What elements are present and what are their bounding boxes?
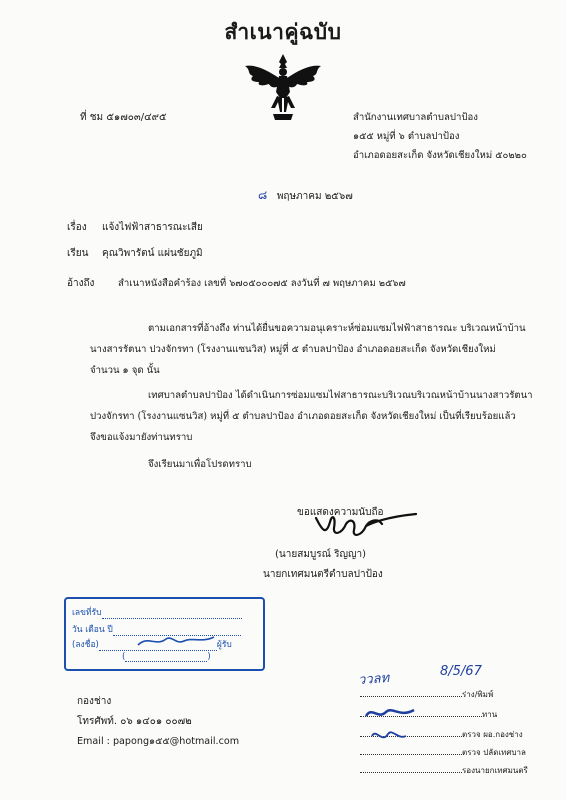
date-day: ๘	[258, 188, 268, 202]
stamp-signed-label: (ลงชื่อ)	[72, 640, 99, 650]
reference-label: อ้างถึง	[67, 278, 95, 289]
chain-clerk: ตรวจ ปลัดเทศบาล	[462, 748, 526, 757]
reference-value: สำเนาหนังสือคำร้อง เลขที่ ๖๗๐๕๐๐๐๗๕ ลงวันที่ ๗ พฤษภาคม ๒๕๖๗	[118, 278, 406, 289]
receive-stamp	[64, 597, 265, 671]
page-title: สำเนาคู่ฉบับ	[224, 20, 342, 44]
subject-label: เรื่อง	[67, 222, 87, 233]
chain-director: ตรวจ ผอ.กองช่าง	[462, 730, 523, 739]
recipient-value: คุณวิพารัตน์ แผ่นชัยภูมิ	[102, 248, 203, 259]
closing-regards: ขอแสดงความนับถือ	[297, 507, 384, 518]
office-name: สำนักงานเทศบาลตำบลปาป้อง	[353, 112, 478, 123]
body-para2-line3: จึงขอแจ้งมายังท่านทราบ	[90, 432, 193, 443]
signer-name: (นายสมบูรณ์ ริญญา)	[275, 549, 367, 560]
stamp-close-paren: )	[207, 652, 211, 662]
document-date	[258, 186, 353, 205]
footer-email: Email : papong๑๕๕@hotmail.com	[77, 736, 240, 747]
handwritten-date-prefix: ววลท	[357, 670, 390, 689]
stamp-receive-no-label: เลขที่รับ	[72, 608, 102, 618]
footer-department: กองช่าง	[77, 696, 112, 707]
approval-initials-icon	[362, 700, 422, 760]
stamp-date-label: วัน เดือน ปี	[72, 625, 113, 635]
chain-deputy-mayor: รองนายกเทศมนตรี	[462, 766, 528, 775]
body-para3: จึงเรียนมาเพื่อโปรดทราบ	[148, 459, 252, 470]
garuda-emblem-icon	[243, 52, 323, 122]
subject-value: แจ้งไฟฟ้าสาธารณะเสีย	[102, 222, 203, 233]
handwritten-date: 8/5/67	[440, 664, 482, 679]
office-district: อำเภอดอยสะเก็ด จังหวัดเชียงใหม่ ๕๐๒๒๐	[353, 150, 527, 161]
footer-phone: โทรศัพท์. ๐๖ ๑๔๐๑ ๐๐๗๒	[77, 716, 192, 727]
chain-draft: ร่าง/พิมพ์	[462, 690, 494, 699]
chain-review: ทาน	[482, 710, 498, 719]
body-para1-line2: นางสารรัตนา ปวงจักรทา (โรงงานแซนวิส) หมู่ที่ ๕ ตำบลปาป้อง อำเภอดอยสะเก็ด จังหวัดเชียงใหม่	[90, 344, 496, 355]
document-number: ที่ ชม ๕๑๗๐๓/๔๙๕	[80, 112, 167, 123]
signature-icon	[312, 510, 422, 542]
recipient-label: เรียน	[67, 248, 89, 259]
stamp-signature-icon	[136, 631, 216, 651]
office-address: ๑๕๕ หมู่ที่ ๖ ตำบลปาป้อง	[353, 131, 460, 142]
signer-position: นายกเทศมนตรีตำบลปาป้อง	[263, 569, 383, 580]
body-para1-line3: จำนวน ๑ จุด นั้น	[90, 365, 160, 376]
date-month-year: พฤษภาคม ๒๕๖๗	[276, 191, 353, 202]
stamp-paren-line	[122, 652, 211, 662]
stamp-open-paren: (	[122, 652, 126, 662]
body-para1-line1: ตามเอกสารที่อ้างถึง ท่านได้ยื่นขอความอนุเคราะห์ซ่อมแซมไฟฟ้าสาธารณะ บริเวณหน้าบ้าน	[148, 323, 526, 334]
stamp-receive-no	[72, 605, 242, 619]
body-para2-line1: เทศบาลตำบลปาป้อง ได้ดำเนินการซ่อมแซมไฟสาธารณะบริเวณบริเวณหน้าบ้านนางสาวรัตนา	[148, 390, 533, 401]
stamp-receiver-label: ผู้รับ	[216, 640, 232, 650]
body-para2-line2: ปวงจักรทา (โรงงานแซนวิส) หมู่ที่ ๕ ตำบลปาป้อง อำเภอดอยสะเก็ด จังหวัดเชียงใหม่ เป็นที่เรียบร้อยแล้ว	[90, 411, 516, 422]
